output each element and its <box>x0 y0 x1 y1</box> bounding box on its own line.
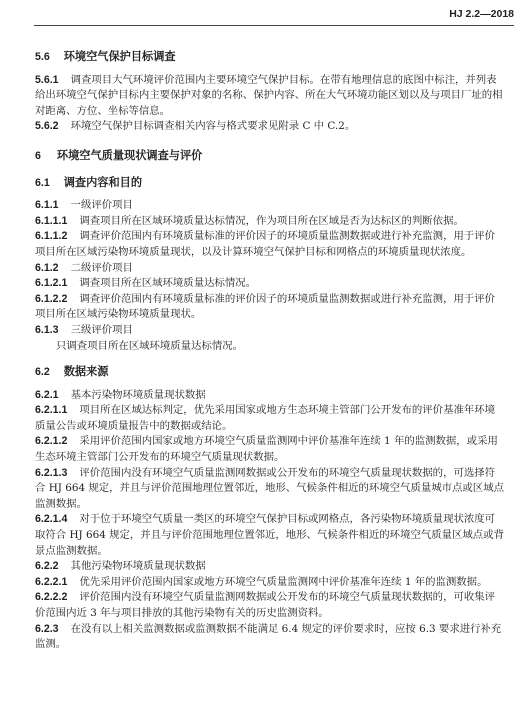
clause-text: 其他污染物环境质量现状数据 <box>70 560 206 573</box>
clause-text: 优先采用评价范围内国家或地方环境空气质量监测网中评价基准年连续 1 年的监测数据。 <box>79 575 488 588</box>
clause-continuation: 监测。 <box>35 638 67 651</box>
clause-first-line <box>35 261 515 277</box>
clause-text: 评价范围内没有环境空气质量监测网数据或公开发布的环境空气质量现状数据的，可收集评 <box>79 591 496 604</box>
clause-text: 调查项目大气环境评价范围内主要环境空气保护目标。在带有地理信息的底图中标注，并列表 <box>70 73 497 86</box>
heading-text: 环境空气质量现状调查与评价 <box>56 149 203 162</box>
clause-text: 基本污染物环境质量现状数据 <box>70 388 206 401</box>
clause-first-line <box>35 119 515 135</box>
clause <box>35 590 515 621</box>
clause-text: 调查项目所在区域环境质量达标情况，作为项目所在区域是否为达标区的判断依据。 <box>79 214 464 227</box>
clause <box>35 198 515 214</box>
clause-number: 6.2.2.1 <box>35 575 68 588</box>
clause-text: 评价范围内没有环境空气质量监测网数据或公开发布的环境空气质量现状数据的，可选择符 <box>79 466 496 479</box>
clause-number: 6.2.1.4 <box>35 513 68 526</box>
clause-first-line <box>35 403 515 419</box>
clause-number: 6.1.2.1 <box>35 277 68 290</box>
clause-text: 环境空气保护目标调查相关内容与格式要求见附录 C 中 C.2。 <box>70 120 356 133</box>
clause-number: 6.1.1 <box>35 199 59 212</box>
clause-text: 三级评价项目 <box>70 323 133 336</box>
clause <box>35 323 515 339</box>
clause-number: 6.1.2.2 <box>35 292 68 305</box>
heading-number: 6.2 <box>35 366 50 379</box>
heading-number: 6.1 <box>35 176 50 189</box>
clause <box>35 466 515 513</box>
clause-number: 6.1.1.1 <box>35 214 68 227</box>
clause-continuation: 景点监测数据。 <box>35 544 108 557</box>
clause-number: 6.1.2 <box>35 261 59 274</box>
clause-continuation: 生态环境主管部门公开发布的环境空气质量现状数据。 <box>35 451 285 464</box>
clause-text: 项目所在区域达标判定，优先采用国家或地方生态环境主管部门公开发布的评价基准年环境 <box>79 404 496 417</box>
heading-number: 5.6 <box>35 51 50 63</box>
clause-number: 6.2.1.3 <box>35 466 68 479</box>
clause-text: 对于位于环境空气质量一类区的环境空气保护目标或网格点，各污染物环境质量现状浓度可 <box>79 513 496 526</box>
clause-number: 6.1.1.2 <box>35 230 68 243</box>
clause-first-line <box>35 466 515 482</box>
clause-continuation: 合 HJ 664 规定，并且与评价范围地理位置邻近，地形、气候条件相近的环境空气质量城市点或区域点 <box>35 482 504 495</box>
clause-number: 5.6.2 <box>35 120 59 133</box>
document-body <box>35 50 515 653</box>
clause-first-line <box>35 323 515 339</box>
clause-first-line <box>35 214 515 230</box>
heading-text: 数据来源 <box>63 366 109 379</box>
clause-text: 调查项目所在区域环境质量达标情况。 <box>79 277 257 290</box>
clause-number: 6.1.3 <box>35 323 59 336</box>
clause <box>35 214 515 230</box>
clause-number: 6.2.1.1 <box>35 404 68 417</box>
section-heading <box>35 50 515 66</box>
clause-first-line <box>35 512 515 528</box>
clause-continuation: 质量公告或环境质量报告中的数据或结论。 <box>35 419 233 432</box>
clause <box>35 434 515 465</box>
clause-text: 在没有以上相关监测数据或监测数据不能满足 6.4 规定的评价要求时，应按 6.3 要求进行补充 <box>70 622 502 635</box>
clause <box>35 559 515 575</box>
clause <box>35 512 515 559</box>
clause-text: 调查评价范围内有环境质量标准的评价因子的环境质量监测数据或进行补充监测，用于评价 <box>79 230 496 243</box>
clause-number: 6.2.1.2 <box>35 435 68 448</box>
clause-continuation: 对距离、方位、坐标等信息。 <box>35 104 171 117</box>
clause-continuation: 取符合 HJ 664 规定，并且与评价范围地理位置邻近，地形、气候条件相近的环境空气质量区域点或背 <box>35 529 504 542</box>
clause-first-line <box>35 276 515 292</box>
heading-text: 环境空气保护目标调查 <box>63 51 176 63</box>
clause-number: 5.6.1 <box>35 73 59 86</box>
clause <box>35 622 515 653</box>
section-heading <box>35 176 515 192</box>
clause-continuation: 项目所在区域污染物环境质量现状，以及计算环境空气保护目标和网格点的环境质量现状浓度。 <box>35 245 472 258</box>
section-heading <box>35 365 515 381</box>
clause-continuation: 给出环境空气保护目标内主要保护对象的名称、保护内容、所在大气环境功能区划以及与项目厂址的相 <box>35 89 503 102</box>
clause-continuation: 项目所在区域污染物环境质量现状。 <box>35 308 202 321</box>
clause-first-line <box>35 622 515 638</box>
clause <box>35 575 515 591</box>
clause-first-line <box>35 434 515 450</box>
chapter-heading <box>35 149 515 165</box>
clause <box>35 73 515 120</box>
clause-first-line <box>35 229 515 245</box>
clause <box>35 292 515 323</box>
clause-text: 采用评价范围内国家或地方环境空气质量监测网中评价基准年连续 1 年的监测数据，或采用 <box>79 435 498 448</box>
heading-text: 调查内容和目的 <box>63 176 143 189</box>
clause-text: 调查评价范围内有环境质量标准的评价因子的环境质量监测数据或进行补充监测，用于评价 <box>79 292 496 305</box>
clause-number: 6.2.1 <box>35 388 59 401</box>
clause <box>35 119 515 135</box>
clause <box>35 261 515 277</box>
paragraph-text: 只调查项目所在区域环境质量达标情况。 <box>56 339 244 352</box>
clause-first-line <box>35 388 515 404</box>
clause-continuation: 价范围内近 3 年与项目排放的其他污染物有关的历史监测资料。 <box>35 607 329 619</box>
clause-continuation: 监测数据。 <box>35 497 87 510</box>
clause <box>35 388 515 404</box>
heading-number: 6 <box>35 149 41 162</box>
standard-code: HJ 2.2—2018 <box>449 8 514 20</box>
clause-first-line <box>35 292 515 308</box>
header-rule <box>34 25 514 26</box>
clause-number: 6.2.3 <box>35 622 59 635</box>
clause-first-line <box>35 575 515 591</box>
clause <box>35 403 515 434</box>
clause-first-line <box>35 73 515 89</box>
clause <box>35 276 515 292</box>
clause-number: 6.2.2.2 <box>35 591 68 604</box>
clause-number: 6.2.2 <box>35 560 59 573</box>
clause-first-line <box>35 198 515 214</box>
clause <box>35 229 515 260</box>
clause-first-line <box>35 559 515 575</box>
clause-text: 一级评价项目 <box>70 199 133 212</box>
clause-text: 二级评价项目 <box>70 261 133 274</box>
clause-first-line <box>35 590 515 606</box>
